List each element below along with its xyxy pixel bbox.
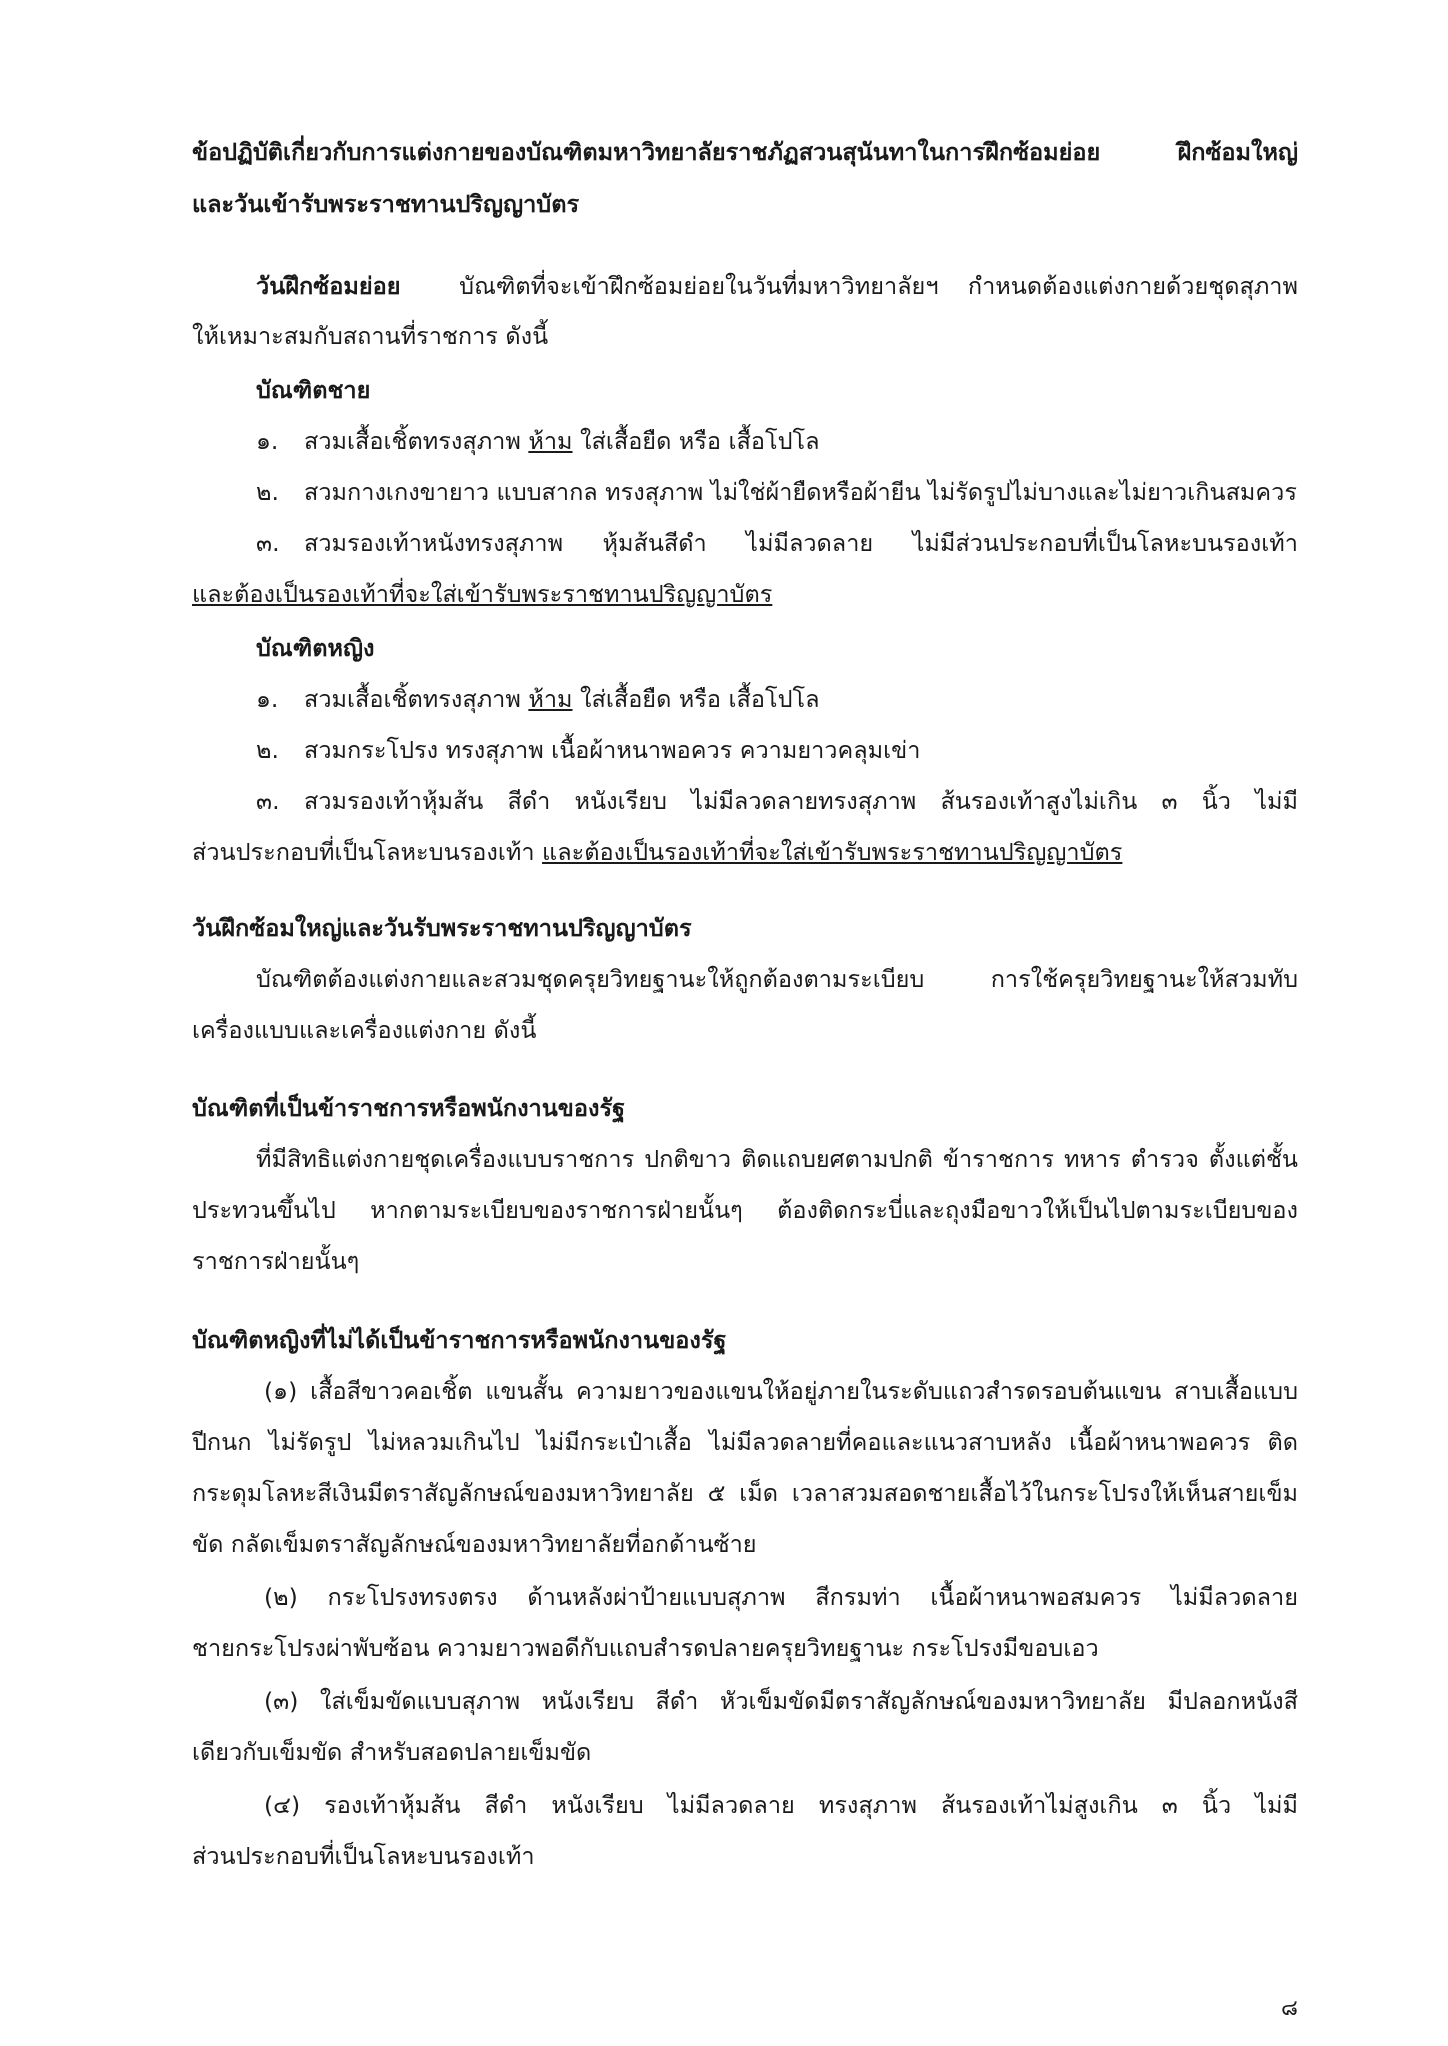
female-heading: บัณฑิตหญิง — [256, 634, 375, 662]
noncivil-p2-line-1: (๒) กระโปรงทรงตรง ด้านหลังผ่าป้ายแบบสุภาพ สีกรมท่า เนื้อผ้าหนาพอสมควร ไม่มีลวดลาย — [264, 1583, 1298, 1611]
male-item-3: ๓. สวมรองเท้าหนังทรงสุภาพ หุ้มส้นสีดำ ไม่มีลวดลาย ไม่มีส่วนประกอบที่เป็นโลหะบนรองเท้า — [256, 529, 1298, 557]
ceremony-line-1: บัณฑิตต้องแต่งกายและสวมชุดครุยวิทยฐานะให้ถูกต้องตามระเบียบ การใช้ครุยวิทยฐานะให้สวมทับ — [256, 965, 1298, 993]
noncivil-p1-line-1: (๑) เสื้อสีขาวคอเชิ้ต แขนสั้น ความยาวของแขนให้อยู่ภายในระดับแถวสำรดรอบต้นแขน สาบเสื้อแบบ — [264, 1377, 1298, 1405]
civil-line-2: ประทวนขึ้นไป หากตามระเบียบของราชการฝ่ายนั้นๆ ต้องติดกระบี่และถุงมือขาวให้เป็นไปตามระเบียบของ — [192, 1196, 1298, 1224]
ceremony-heading: วันฝึกซ้อมใหญ่และวันรับพระราชทานปริญญาบัตร — [192, 914, 692, 942]
noncivil-p1-line-2: ปีกนก ไม่รัดรูป ไม่หลวมเกินไป ไม่มีกระเป๋าเสื้อ ไม่มีลวดลายที่คอและแนวสาบหลัง เนื้อผ้าหนาพอควร ติด — [192, 1428, 1298, 1456]
civil-heading: บัณฑิตที่เป็นข้าราชการหรือพนักงานของรัฐ — [192, 1094, 626, 1122]
male-item-3-continued: และต้องเป็นรองเท้าที่จะใส่เข้ารับพระราชทานปริญญาบัตร — [192, 580, 773, 608]
male-item-1: ๑. สวมเสื้อเชิ้ตทรงสุภาพ ห้าม ใส่เสื้อยืด หรือ เสื้อโปโล — [256, 427, 820, 455]
noncivil-p2-line-2: ชายกระโปรงผ่าพับซ้อน ความยาวพอดีกับแถบสำรดปลายครุยวิทยฐานะ กระโปรงมีขอบเอว — [192, 1634, 1099, 1662]
rehearsal-intro-line-1 — [192, 268, 1298, 304]
rehearsal-heading: วันฝึกซ้อมย่อย — [256, 272, 401, 300]
male-heading: บัณฑิตชาย — [256, 376, 371, 404]
document-title-line-1: ข้อปฏิบัติเกี่ยวกับการแต่งกายของบัณฑิตมหาวิทยาลัยราชภัฏสวนสุนันทาในการฝึกซ้อมย่อย ฝึกซ้อมใหญ่ — [192, 138, 1298, 166]
civil-line-3: ราชการฝ่ายนั้นๆ — [192, 1247, 360, 1275]
ceremony-line-2: เครื่องแบบและเครื่องแต่งกาย ดังนี้ — [192, 1016, 537, 1044]
female-item-3: ๓. สวมรองเท้าหุ้มส้น สีดำ หนังเรียบ ไม่มีลวดลายทรงสุภาพ ส้นรองเท้าสูงไม่เกิน ๓ นิ้ว ไม่มี — [256, 787, 1298, 815]
noncivil-p1-line-4: ขัด กลัดเข็มตราสัญลักษณ์ของมหาวิทยาลัยที่อกด้านซ้าย — [192, 1530, 757, 1558]
noncivil-p4-line-1: (๔) รองเท้าหุ้มส้น สีดำ หนังเรียบ ไม่มีลวดลาย ทรงสุภาพ ส้นรองเท้าไม่สูงเกิน ๓ นิ้ว ไม่มี — [264, 1791, 1298, 1819]
prohibit-word: ห้าม — [528, 427, 573, 455]
female-item-3-continued: ส่วนประกอบที่เป็นโลหะบนรองเท้า และต้องเป็นรองเท้าที่จะใส่เข้ารับพระราชทานปริญญาบัตร — [192, 838, 1123, 866]
civil-line-1: ที่มีสิทธิแต่งกายชุดเครื่องแบบราชการ ปกติขาว ติดแถบยศตามปกติ ข้าราชการ ทหาร ตำรวจ ตั้งแต่ชั้น — [256, 1145, 1298, 1173]
noncivil-p4-line-2: ส่วนประกอบที่เป็นโลหะบนรองเท้า — [192, 1842, 535, 1870]
rehearsal-intro-text: บัณฑิตที่จะเข้าฝึกซ้อมย่อยในวันที่มหาวิทยาลัยฯ กำหนดต้องแต่งกายด้วยชุดสุภาพ — [459, 272, 1298, 300]
female-item-2: ๒. สวมกระโปรง ทรงสุภาพ เนื้อผ้าหนาพอควร ความยาวคลุมเข่า — [256, 736, 921, 764]
document-title-line-2: และวันเข้ารับพระราชทานปริญญาบัตร — [192, 190, 580, 218]
noncivil-p1-line-3: กระดุมโลหะสีเงินมีตราสัญลักษณ์ของมหาวิทยาลัย ๕ เม็ด เวลาสวมสอดชายเสื้อไว้ในกระโปรงให้เห็นสายเข็ม — [192, 1479, 1298, 1507]
male-item-2: ๒. สวมกางเกงขายาว แบบสากล ทรงสุภาพ ไม่ใช่ผ้ายืดหรือผ้ายีน ไม่รัดรูปไม่บางและไม่ยาวเกินสมควร — [256, 478, 1297, 506]
rehearsal-intro-line-2: ให้เหมาะสมกับสถานที่ราชการ ดังนี้ — [192, 322, 549, 350]
noncivil-p3-line-2: เดียวกับเข็มขัด สำหรับสอดปลายเข็มขัด — [192, 1738, 592, 1766]
noncivil-female-heading: บัณฑิตหญิงที่ไม่ได้เป็นข้าราชการหรือพนักงานของรัฐ — [192, 1326, 727, 1354]
noncivil-p3-line-1: (๓) ใส่เข็มขัดแบบสุภาพ หนังเรียบ สีดำ หัวเข็มขัดมีตราสัญลักษณ์ของมหาวิทยาลัย มีปลอกหนังสี — [264, 1687, 1298, 1715]
female-item-1: ๑. สวมเสื้อเชิ้ตทรงสุภาพ ห้าม ใส่เสื้อยืด หรือ เสื้อโปโล — [256, 685, 820, 713]
page-number: ๘ — [1281, 1996, 1298, 2021]
prohibit-word: ห้าม — [528, 685, 573, 713]
